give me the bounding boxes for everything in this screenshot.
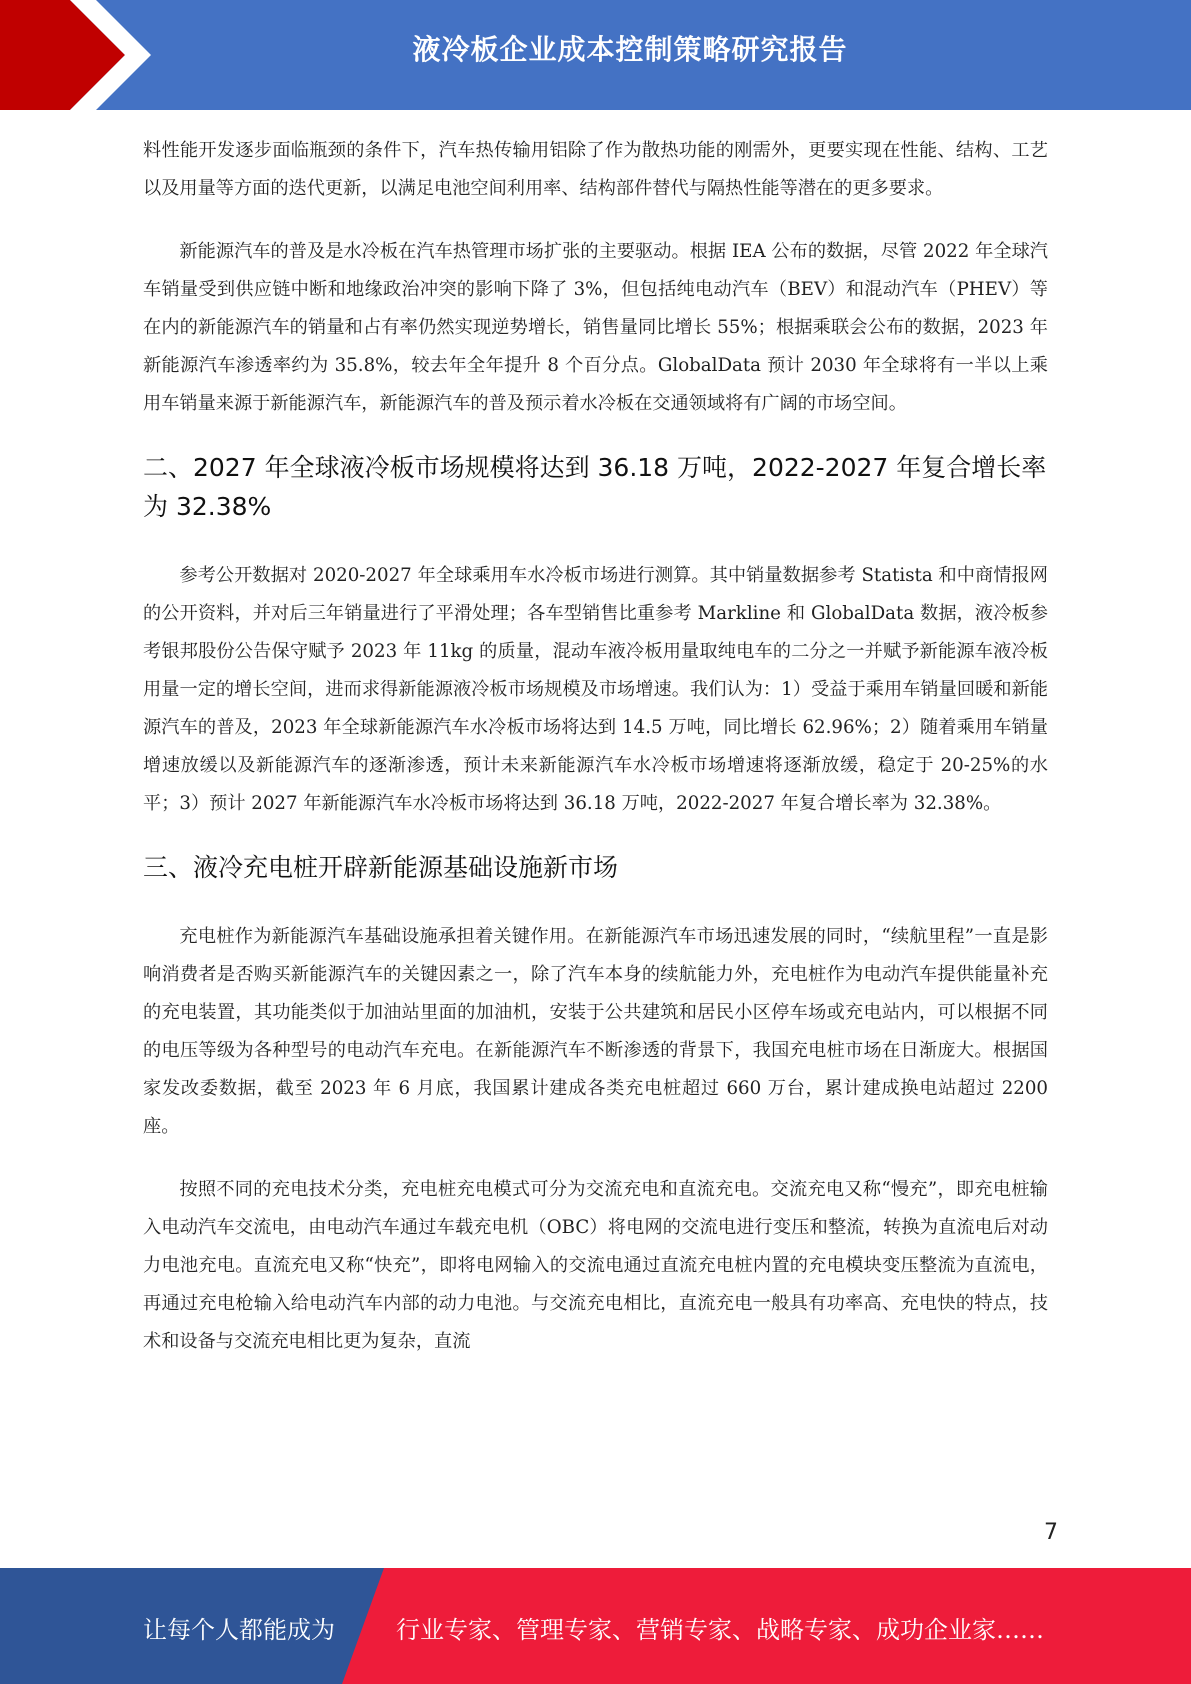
paragraph-charging-pile: 充电桩作为新能源汽车基础设施承担着关键作用。在新能源汽车市场迅速发展的同时，“续航里程”一直是影响消费者是否购买新能源汽车的关键因素之一，除了汽车本身的续航能力外，充电桩作为电动汽车提供能量补充的充电装置，其功能类似于加油站里面的加油机，安装于公共建筑和居民小区停车场或充电站内，可以根据不同的电压等级为各种型号的电动汽车充电。在新能源汽车不断渗透的背景下，我国充电桩市场在日渐庞大。根据国家发改委数据，截至 2023 年 6 月底，我国累计建成各类充电桩超过 660 万台，累计建成换电站超过 2200 座。: [143, 926, 1048, 1137]
section-heading-3: 三、液冷充电桩开辟新能源基础设施新市场: [143, 853, 619, 882]
paragraph-market-estimation: 参考公开数据对 2020-2027 年全球乘用车水冷板市场进行测算。其中销量数据参考 Statista 和中商情报网的公开资料，并对后三年销量进行了平滑处理；各车型销售比重参考 Markline 和 GlobalData 数据，液冷板参考银邦股份公告保守赋予 2023 年 11kg 的质量，混动车液冷板用量取纯电车的二分之一并赋予新能源车液冷板用量一定的增长空间，进而求得新能源液冷板市场规模及市场增速。我们认为：1）受益于乘用车销量回暖和新能源汽车的普及，2023 年全球新能源汽车水冷板市场将达到 14.5 万吨，同比增长 62.96%；2）随着乘用车销量增速放缓以及新能源汽车的逐渐渗透，预计未来新能源汽车水冷板市场增速将逐渐放缓，稳定于 20-25%的水平；3）预计 2027 年新能源汽车水冷板市场将达到 36.18 万吨，2022-2027 年复合增长率为 32.38%。: [143, 565, 1048, 814]
paragraph-continuation: 料性能开发逐步面临瓶颈的条件下，汽车热传输用铝除了作为散热功能的刚需外，更要实现在性能、结构、工艺以及用量等方面的迭代更新，以满足电池空间利用率、结构部件替代与隔热性能等潜在的更多要求。: [143, 140, 1048, 199]
paragraph-nev-popularization: 新能源汽车的普及是水冷板在汽车热管理市场扩张的主要驱动。根据 IEA 公布的数据，尽管 2022 年全球汽车销量受到供应链中断和地缘政治冲突的影响下降了 3%，但包括纯电动汽车（BEV）和混动汽车（PHEV）等在内的新能源汽车的销量和占有率仍然实现逆势增长，销售量同比增长 55%；根据乘联会公布的数据，2023 年新能源汽车渗透率约为 35.8%，较去年全年提升 8 个百分点。GlobalData 预计 2030 年全球将有一半以上乘用车销量来源于新能源汽车，新能源汽车的普及预示着水冷板在交通领域将有广阔的市场空间。: [143, 241, 1048, 414]
page-footer: [0, 1568, 1191, 1684]
section-heading-2: 二、2027 年全球液冷板市场规模将达到 36.18 万吨，2022-2027 年复合增长率为 32.38%: [143, 453, 1047, 521]
page-number: 7: [1044, 1520, 1058, 1545]
header-arrow-decoration: [0, 0, 160, 110]
paragraph-charging-modes: 按照不同的充电技术分类，充电桩充电模式可分为交流充电和直流充电。交流充电又称“慢充”，即充电桩输入电动汽车交流电，由电动汽车通过车载充电机（OBC）将电网的交流电进行变压和整流，转换为直流电后对动力电池充电。直流充电又称“快充”，即将电网输入的交流电通过直流充电桩内置的充电模块变压整流为直流电，再通过充电枪输入给电动汽车内部的动力电池。与交流充电相比，直流充电一般具有功率高、充电快的特点，技术和设备与交流充电相比更为复杂，直流: [143, 1179, 1048, 1352]
footer-slogan-left: 让每个人都能成为: [143, 1616, 335, 1644]
footer-slogan-right: 行业专家、管理专家、营销专家、战略专家、成功企业家……: [396, 1616, 1044, 1644]
page-header: [0, 0, 1191, 110]
document-body: [143, 132, 1048, 1386]
report-title: 液冷板企业成本控制策略研究报告: [412, 33, 848, 66]
